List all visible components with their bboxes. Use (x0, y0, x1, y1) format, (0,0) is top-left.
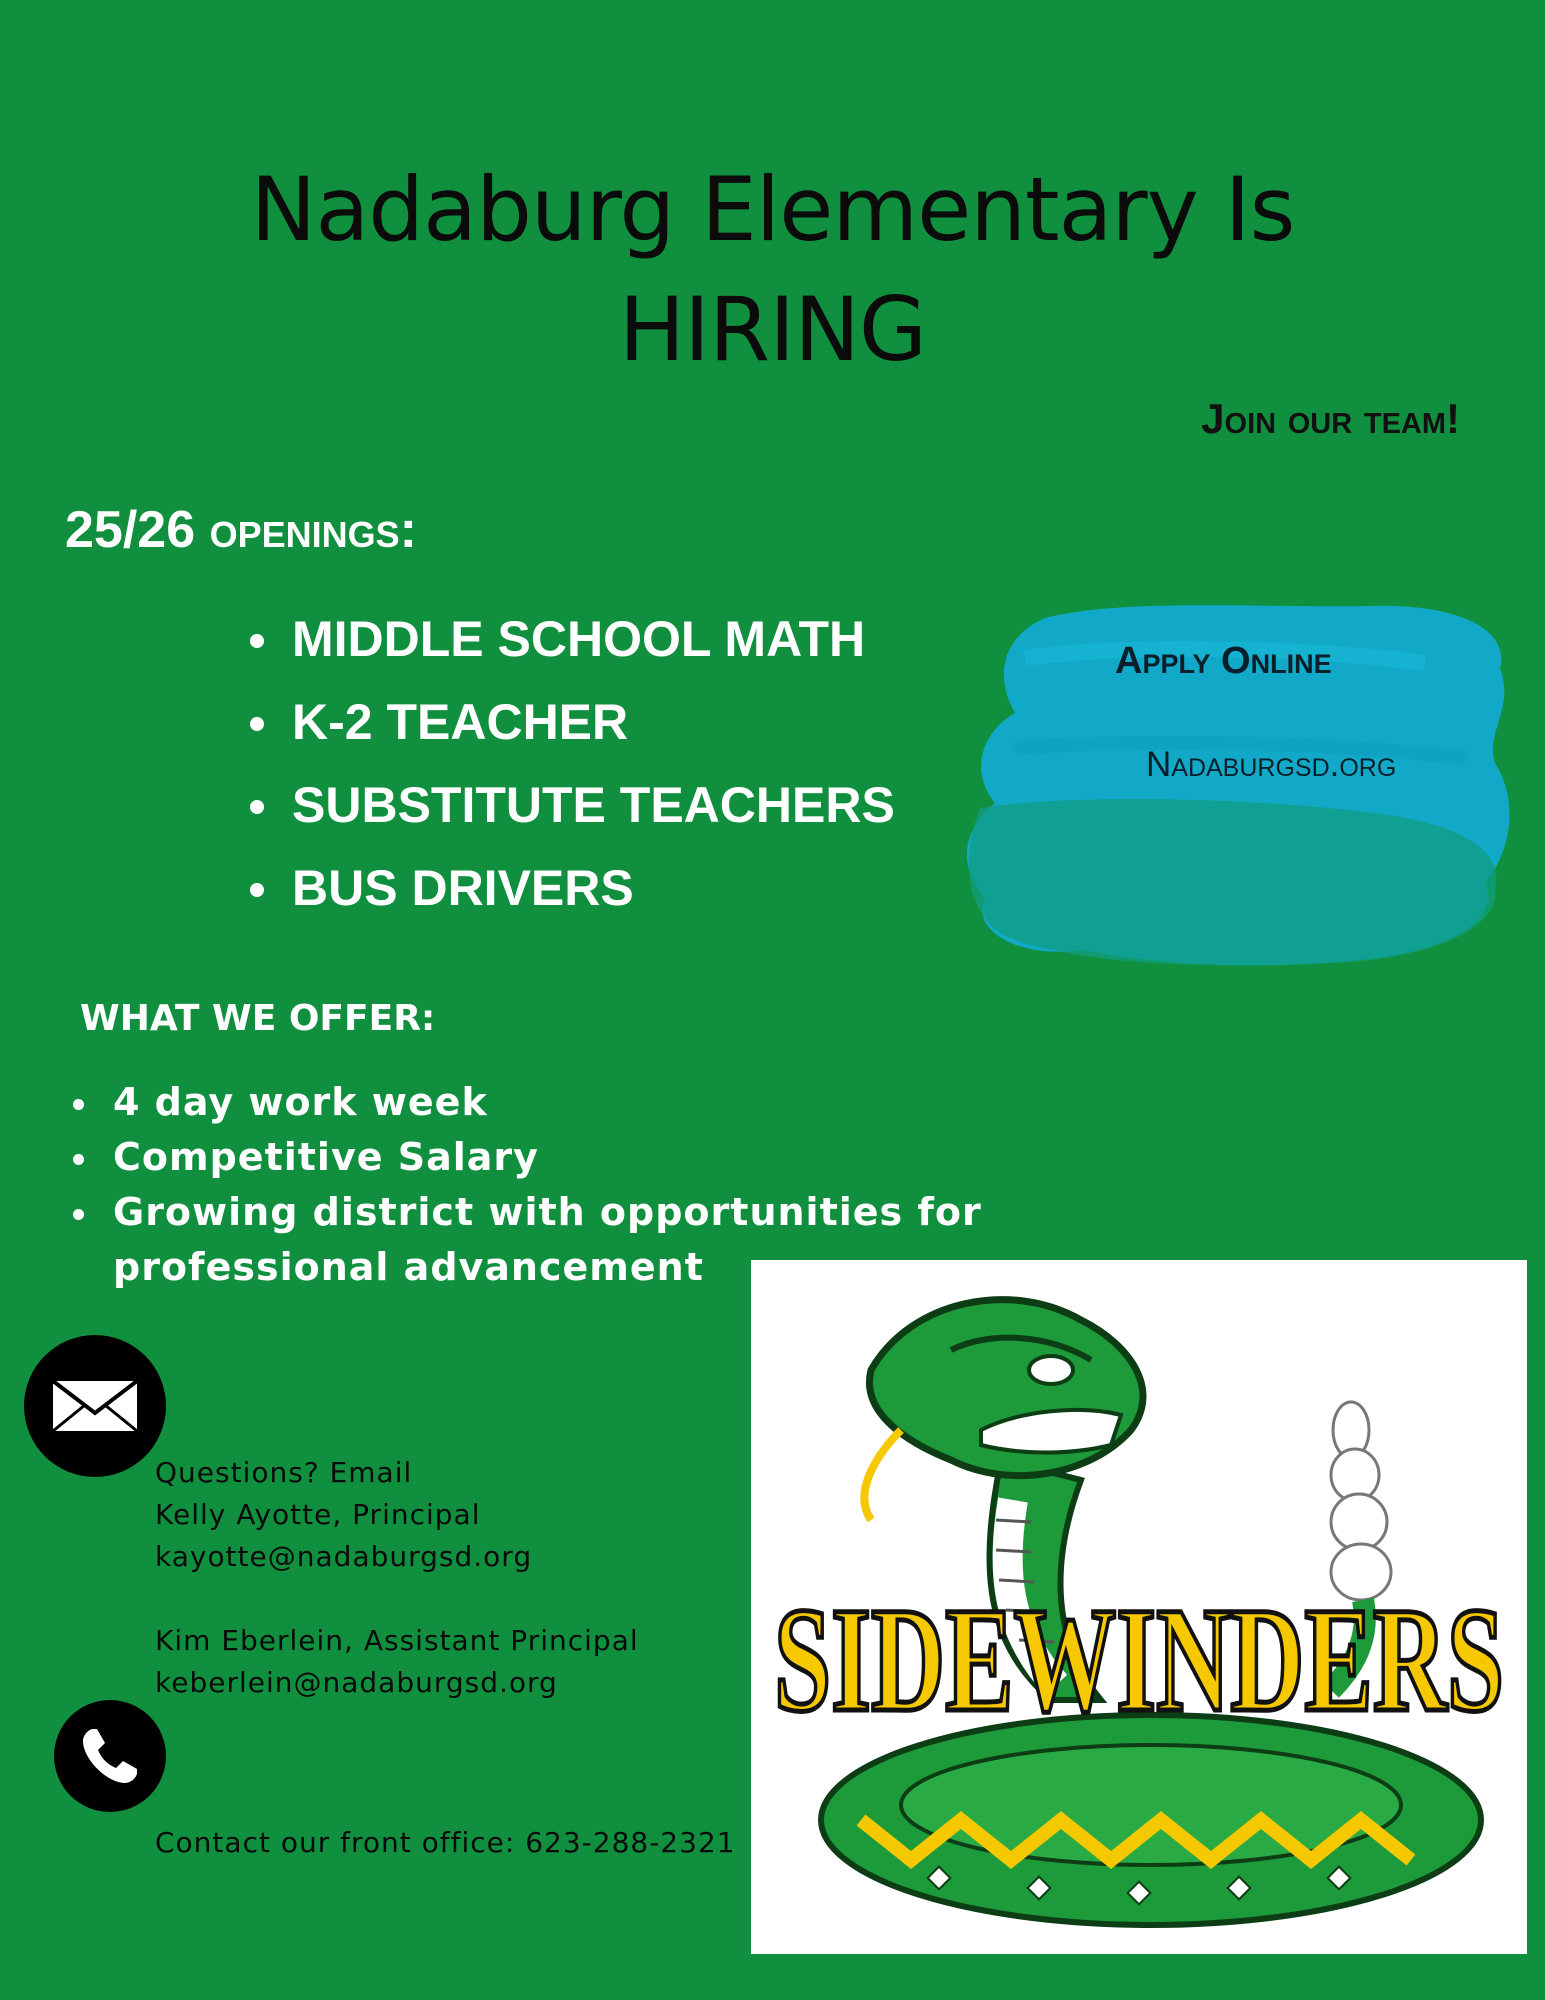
page-title (0, 150, 1545, 390)
sidewinders-logo (751, 1260, 1527, 1954)
offer-item: Growing district with opportunities for professional advancement (70, 1185, 1220, 1295)
opening-item: MIDDLE SCHOOL MATH (250, 598, 895, 681)
title-line-1: Nadaburg Elementary Is (250, 158, 1295, 261)
front-office-contact: Contact our front office: 623-288-2321 (155, 1826, 736, 1859)
assistant-principal-email-link[interactable]: keberlein@nadaburgsd.org (155, 1666, 558, 1699)
questions-label: Questions? Email (155, 1456, 413, 1489)
offer-item: Competitive Salary (70, 1130, 1220, 1185)
envelope-icon (24, 1335, 166, 1477)
openings-list (250, 598, 895, 930)
assistant-principal-name: Kim Eberlein, Assistant Principal (155, 1624, 639, 1657)
principal-name: Kelly Ayotte, Principal (155, 1498, 481, 1531)
principal-email-link[interactable]: kayotte@nadaburgsd.org (155, 1540, 533, 1573)
title-line-2: HIRING (618, 278, 927, 381)
rattlesnake-mascot-icon (774, 1300, 1504, 1925)
openings-heading: 25/26 openings: (65, 501, 417, 559)
phone-icon (54, 1700, 166, 1812)
opening-item: SUBSTITUTE TEACHERS (250, 764, 895, 847)
apply-online-label: Apply Online (1115, 640, 1332, 682)
join-our-team-tagline: Join our team! (1201, 395, 1460, 442)
opening-item: K-2 TEACHER (250, 681, 895, 764)
sidewinders-wordmark: SIDEWINDERS (774, 1577, 1504, 1743)
contact-info (155, 1452, 639, 1704)
apply-url-link[interactable]: Nadaburgsd.org (1146, 745, 1397, 784)
offer-item: 4 day work week (70, 1075, 1220, 1130)
opening-item: BUS DRIVERS (250, 847, 895, 930)
offer-heading: WHAT WE OFFER: (80, 998, 436, 1039)
